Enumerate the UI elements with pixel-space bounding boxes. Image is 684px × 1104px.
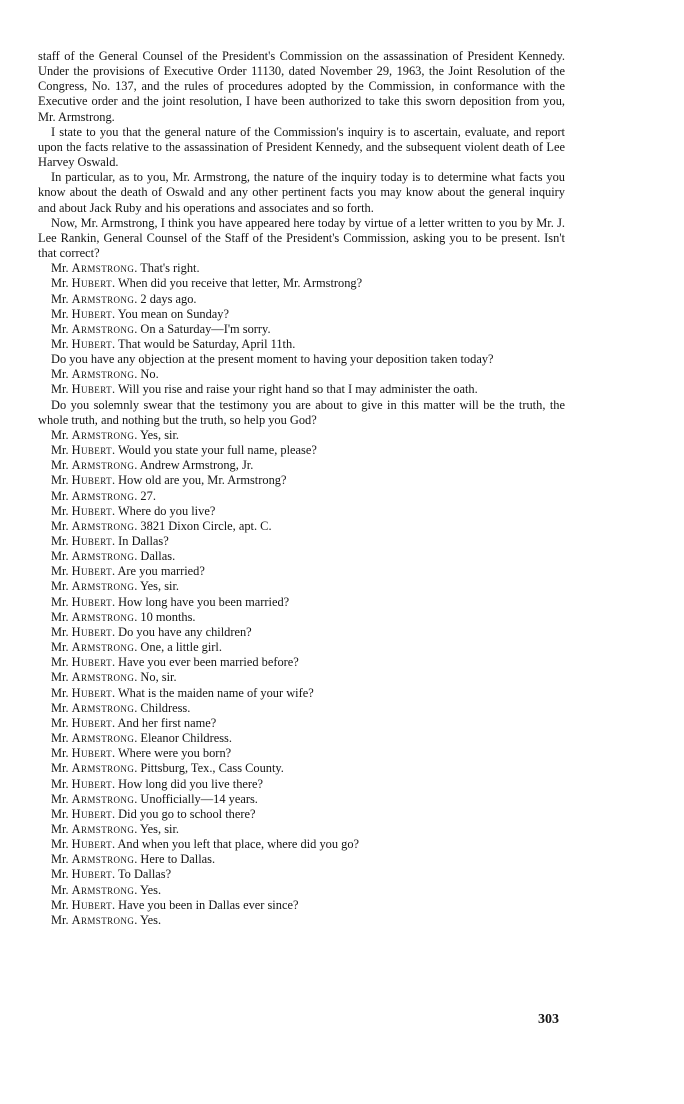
paragraph-text: In particular, as to you, Mr. Armstrong, the nature of the inquiry today is to determine what facts you know about the death of Oswald and any other pertinent facts you may know about the general inquiry and about Jack Ruby and his operations and associates and so forth. xyxy=(38,170,565,215)
dialogue-line: Mr. Armstrong. Yes. xyxy=(51,882,162,897)
dialogue-line: Mr. Armstrong. Dallas. xyxy=(51,549,176,564)
speaker-name: Armstrong xyxy=(71,321,135,336)
dialogue-line: Mr. Armstrong. One, a little girl. xyxy=(51,640,222,655)
paragraph-text: One, a little girl. xyxy=(140,640,222,655)
paragraph-text: Unofficially—14 years. xyxy=(140,791,258,806)
speaker-name: Hubert xyxy=(71,685,112,700)
paragraph-text: That's right. xyxy=(140,261,200,276)
paragraph-text: And her first name? xyxy=(117,715,217,730)
speaker-name: Armstrong xyxy=(71,291,135,306)
speaker-name: Hubert xyxy=(71,276,112,291)
speaker-name: Armstrong xyxy=(71,579,135,594)
paragraph-text: Yes, sir. xyxy=(139,821,179,836)
speaker-name: Armstrong xyxy=(71,367,135,382)
paragraph-text: Pittsburg, Tex., Cass County. xyxy=(140,761,284,776)
speaker-name: Hubert xyxy=(71,806,112,821)
speaker-name: Armstrong xyxy=(71,640,135,655)
dialogue-line: Mr. Armstrong. 10 months. xyxy=(51,609,196,624)
dialogue-line: Mr. Armstrong. Unofficially—14 years. xyxy=(51,791,258,806)
dialogue-line: Mr. Hubert. How long have you been married? xyxy=(51,594,290,609)
dialogue-line: Mr. Hubert. In Dallas? xyxy=(51,534,169,548)
speaker-name: Hubert xyxy=(71,443,112,458)
paragraph-text: Yes, sir. xyxy=(139,427,179,442)
speaker-name: Hubert xyxy=(71,382,112,397)
paragraph xyxy=(38,49,565,125)
dialogue-line: Mr. Hubert. Are you married? xyxy=(51,564,205,579)
speaker-name: Hubert xyxy=(71,746,112,761)
paragraph-text: Here to Dallas. xyxy=(140,852,216,867)
paragraph-text: Dallas. xyxy=(140,549,176,564)
paragraph-text: No, sir. xyxy=(140,670,177,685)
speaker-name: Hubert xyxy=(71,336,112,351)
speaker-name: Armstrong xyxy=(71,852,135,867)
dialogue-line: Mr. Armstrong. Pittsburg, Tex., Cass County. xyxy=(51,761,284,776)
speaker-name: Armstrong xyxy=(71,700,135,715)
dialogue-line: Mr. Armstrong. That's right. xyxy=(51,261,200,276)
dialogue-line: Mr. Hubert. Have you been in Dallas ever since? xyxy=(51,897,299,912)
paragraph-text: Have you ever been married before? xyxy=(118,655,299,670)
paragraph-text: How old are you, Mr. Armstrong? xyxy=(118,473,287,488)
paragraph-text: You mean on Sunday? xyxy=(117,306,230,321)
paragraph xyxy=(38,352,565,367)
speaker-name: Armstrong xyxy=(71,488,135,503)
paragraph-text: Do you have any children? xyxy=(118,624,252,639)
speaker-name: Armstrong xyxy=(71,261,135,276)
paragraph-text: I state to you that the general nature of the Commission's inquiry is to ascertain, evaluate, and report upon the facts relative to the assassination of President Kennedy, and the subsequent violent death of Lee Harvey Oswald. xyxy=(38,124,565,170)
dialogue-line: Mr. Hubert. Will you rise and raise your right hand so that I may administer the oath. xyxy=(51,382,478,397)
speaker-name: Hubert xyxy=(71,715,112,730)
paragraph-text: Yes, sir. xyxy=(139,579,179,594)
paragraph-text: To Dallas? xyxy=(117,867,172,882)
dialogue-line: Mr. Hubert. Where do you live? xyxy=(51,503,216,518)
paragraph-text: In Dallas? xyxy=(118,534,169,548)
paragraph-text: Childress. xyxy=(140,700,191,715)
paragraph-text: Where do you live? xyxy=(117,503,216,518)
dialogue-line: Mr. Armstrong. Yes, sir. xyxy=(51,579,179,594)
dialogue-line: Mr. Hubert. To Dallas? xyxy=(51,867,172,882)
dialogue-line: Mr. Armstrong. 3821 Dixon Circle, apt. C. xyxy=(51,518,272,533)
speaker-name: Hubert xyxy=(71,503,112,518)
speaker-name: Armstrong xyxy=(71,549,135,564)
dialogue-line: Mr. Armstrong. Yes, sir. xyxy=(51,821,179,836)
dialogue-line: Mr. Armstrong. Childress. xyxy=(51,700,191,715)
paragraph-text: 10 months. xyxy=(140,609,196,624)
dialogue-line: Mr. Armstrong. No, sir. xyxy=(51,670,177,685)
paragraph-text: How long did you live there? xyxy=(118,776,264,791)
paragraph-text: And when you left that place, where did you go? xyxy=(117,837,360,852)
dialogue-line: Mr. Hubert. Where were you born? xyxy=(51,746,232,761)
paragraph-text: When did you receive that letter, Mr. Armstrong? xyxy=(117,276,363,291)
dialogue-line: Mr. Armstrong. Here to Dallas. xyxy=(51,852,216,867)
dialogue-line: Mr. Hubert. Would you state your full name, please? xyxy=(51,443,317,458)
speaker-name: Armstrong xyxy=(71,912,135,927)
speaker-name: Hubert xyxy=(71,473,112,488)
speaker-name: Armstrong xyxy=(71,458,135,473)
paragraph-text: No. xyxy=(140,367,159,382)
paragraph-text: 2 days ago. xyxy=(140,291,197,306)
paragraph xyxy=(38,125,565,170)
dialogue-line: Mr. Hubert. How old are you, Mr. Armstrong? xyxy=(51,473,287,488)
speaker-name: Armstrong xyxy=(71,731,135,746)
paragraph-text: Now, Mr. Armstrong, I think you have appeared here today by virtue of a letter written to you by Mr. J. Lee Rankin, General Counsel of the Staff of the President's Commission, asking you to be present. Isn't that correct? xyxy=(38,215,565,261)
paragraph-text: Yes. xyxy=(139,882,162,897)
speaker-name: Hubert xyxy=(71,564,112,579)
speaker-name: Armstrong xyxy=(71,821,135,836)
speaker-name: Hubert xyxy=(71,534,112,548)
paragraph-text: Have you been in Dallas ever since? xyxy=(118,897,299,912)
paragraph-text: What is the maiden name of your wife? xyxy=(117,685,314,700)
speaker-name: Hubert xyxy=(71,776,112,791)
paragraph xyxy=(38,216,565,261)
speaker-name: Hubert xyxy=(71,306,112,321)
dialogue-line: Mr. Hubert. Did you go to school there? xyxy=(51,806,256,821)
dialogue-line: Mr. Hubert. What is the maiden name of your wife? xyxy=(51,685,314,700)
dialogue-line: Mr. Armstrong. 27. xyxy=(51,488,156,503)
speaker-name: Hubert xyxy=(71,867,112,882)
speaker-name: Armstrong xyxy=(71,791,135,806)
dialogue-line: Mr. Armstrong. No. xyxy=(51,367,159,382)
paragraph-text: How long have you been married? xyxy=(118,594,290,609)
dialogue-line: Mr. Hubert. Have you ever been married before? xyxy=(51,655,299,670)
dialogue-line: Mr. Armstrong. Yes, sir. xyxy=(51,427,179,442)
dialogue-line: Mr. Hubert. When did you receive that letter, Mr. Armstrong? xyxy=(51,276,363,291)
speaker-name: Hubert xyxy=(71,837,112,852)
speaker-name: Hubert xyxy=(71,655,112,670)
speaker-name: Armstrong xyxy=(71,518,135,533)
paragraph xyxy=(38,398,565,428)
paragraph xyxy=(38,170,565,215)
paragraph-text: Are you married? xyxy=(117,564,205,579)
dialogue-line: Mr. Hubert. You mean on Sunday? xyxy=(51,306,230,321)
speaker-name: Hubert xyxy=(71,594,112,609)
speaker-name: Armstrong xyxy=(71,670,135,685)
paragraph-text: 27. xyxy=(140,488,156,503)
dialogue-line: Mr. Armstrong. 2 days ago. xyxy=(51,291,197,306)
paragraph-text: Do you have any objection at the present moment to having your deposition taken today? xyxy=(51,352,494,367)
dialogue-line: Mr. Hubert. And when you left that place, where did you go? xyxy=(51,837,360,852)
dialogue-line: Mr. Hubert. How long did you live there? xyxy=(51,776,264,791)
speaker-name: Hubert xyxy=(71,897,112,912)
page-number: 303 xyxy=(538,1012,559,1027)
paragraph-text: Will you rise and raise your right hand so that I may administer the oath. xyxy=(117,382,478,397)
paragraph-text: 3821 Dixon Circle, apt. C. xyxy=(140,518,272,533)
paragraph-text: Where were you born? xyxy=(117,746,232,761)
dialogue-line: Mr. Hubert. That would be Saturday, April 11th. xyxy=(51,336,296,351)
dialogue-line: Mr. Armstrong. On a Saturday—I'm sorry. xyxy=(51,321,271,336)
dialogue-line: Mr. Hubert. Do you have any children? xyxy=(51,624,252,639)
paragraph-text: Did you go to school there? xyxy=(118,806,256,821)
dialogue-line: Mr. Hubert. And her first name? xyxy=(51,715,217,730)
paragraph-text: Yes. xyxy=(139,912,162,927)
speaker-name: Armstrong xyxy=(71,609,135,624)
paragraph-text: Eleanor Childress. xyxy=(140,731,232,746)
speaker-name: Armstrong xyxy=(71,761,135,776)
paragraph-text: That would be Saturday, April 11th. xyxy=(117,336,296,351)
paragraph-text: staff of the General Counsel of the President's Commission on the assassination of President Kennedy. Under the provisions of Executive Order 11130, dated November 29, 1963, the Joint Resolution of the Congress, No. 137, and the rules of procedures adopted by the Commission, in conformance with the Executive order and the joint resolution, I have been authorized to take this sworn deposition from you, Mr. Armstrong. xyxy=(38,49,565,124)
dialogue-line: Mr. Armstrong. Yes. xyxy=(51,912,162,927)
testimony-text xyxy=(38,49,565,928)
dialogue-line: Mr. Armstrong. Eleanor Childress. xyxy=(51,731,232,746)
paragraph-text: Would you state your full name, please? xyxy=(117,443,317,458)
speaker-name: Armstrong xyxy=(71,427,135,442)
paragraph-text: On a Saturday—I'm sorry. xyxy=(140,321,271,336)
paragraph-text: Do you solemnly swear that the testimony you are about to give in this matter will be the truth, the whole truth, and nothing but the truth, so help you God? xyxy=(38,397,565,427)
paragraph-text: Andrew Armstrong, Jr. xyxy=(139,458,254,473)
speaker-name: Hubert xyxy=(71,624,112,639)
dialogue-line: Mr. Armstrong. Andrew Armstrong, Jr. xyxy=(51,458,254,473)
speaker-name: Armstrong xyxy=(71,882,135,897)
